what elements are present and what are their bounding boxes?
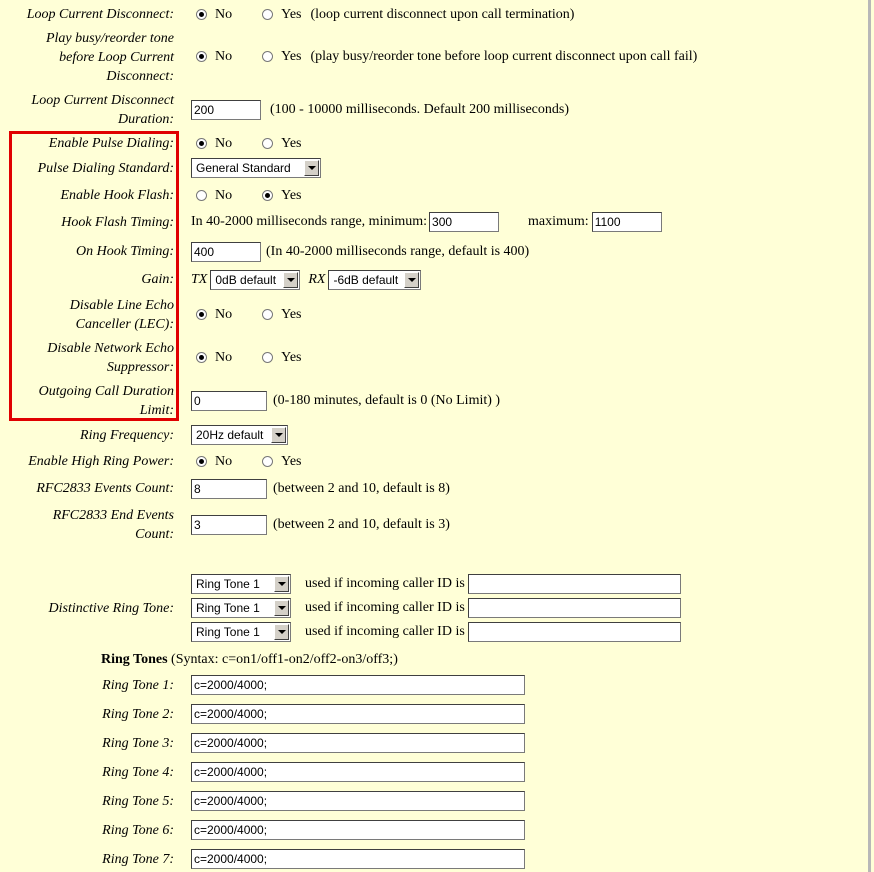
loop-duration-control [191, 99, 569, 120]
hook-flash-no[interactable]: No [196, 188, 232, 204]
high-ring-label: Enable High Ring Power: [28, 454, 174, 469]
ring-tone-input[interactable] [191, 762, 525, 782]
radio-selected-icon[interactable] [196, 456, 207, 467]
ring-tone-label: Ring Tone 3: [102, 736, 174, 751]
pulse-standard-select[interactable]: General Standard [191, 158, 321, 178]
chevron-down-icon[interactable] [271, 427, 286, 443]
ring-tone-row [191, 733, 525, 753]
hook-flash-timing-label: Hook Flash Timing: [61, 215, 174, 230]
high-ring-yes[interactable]: Yes [262, 454, 301, 470]
chevron-down-icon[interactable] [283, 272, 298, 288]
pulse-standard-control [191, 158, 321, 178]
chevron-down-icon[interactable] [404, 272, 419, 288]
gain-rx-label: RX [308, 271, 326, 287]
loop-disconnect-no[interactable]: No [196, 7, 232, 23]
nes-yes[interactable]: Yes [262, 350, 301, 366]
distinctive-text: used if incoming caller ID is [305, 624, 465, 639]
radio-selected-icon[interactable] [262, 190, 273, 201]
lec-no[interactable]: No [196, 307, 232, 323]
distinctive-tone-select[interactable]: Ring Tone 1 [191, 598, 291, 618]
rfc-end-control [191, 514, 450, 535]
ring-frequency-control [191, 425, 288, 445]
ring-tone-row [191, 849, 525, 869]
busy-tone-note: (play busy/reorder tone before loop current disconnect upon call fail) [310, 48, 698, 64]
rfc-end-input[interactable] [191, 515, 267, 535]
radio-icon[interactable] [262, 9, 273, 20]
ring-tone-label: Ring Tone 1: [102, 678, 174, 693]
radio-icon[interactable] [262, 352, 273, 363]
ring-tone-row [191, 675, 525, 695]
distinctive-caller-input[interactable] [468, 574, 681, 594]
on-hook-input[interactable] [191, 242, 261, 262]
nes-control [191, 348, 302, 367]
gain-tx-select[interactable]: 0dB default [210, 270, 300, 290]
gain-control [191, 269, 421, 290]
distinctive-caller-input[interactable] [468, 598, 681, 618]
distinctive-tone-select[interactable]: Ring Tone 1 [191, 622, 291, 642]
chevron-down-icon[interactable] [274, 600, 289, 616]
radio-icon[interactable] [262, 138, 273, 149]
gain-rx-select[interactable]: -6dB default [328, 270, 421, 290]
rfc-events-note: (between 2 and 10, default is 8) [273, 480, 450, 496]
ring-tones-header [101, 650, 398, 669]
loop-duration-note: (100 - 10000 milliseconds. Default 200 milliseconds) [270, 101, 570, 117]
pulse-dialing-no[interactable]: No [196, 136, 232, 152]
radio-icon[interactable] [196, 190, 207, 201]
loop-disconnect-label: Loop Current Disconnect: [26, 7, 174, 22]
distinctive-text: used if incoming caller ID is [305, 576, 465, 591]
gain-label: Gain: [141, 272, 174, 287]
pulse-dialing-label: Enable Pulse Dialing: [48, 136, 174, 151]
ring-tone-label: Ring Tone 6: [102, 823, 174, 838]
ring-tone-input[interactable] [191, 675, 525, 695]
ring-tone-input[interactable] [191, 704, 525, 724]
on-hook-note: (In 40-2000 milliseconds range, default is 400) [266, 243, 530, 259]
rfc-end-note: (between 2 and 10, default is 3) [273, 516, 450, 532]
pulse-dialing-control [191, 134, 302, 153]
gain-tx-label: TX [191, 271, 208, 287]
loop-disconnect-control [191, 5, 574, 24]
high-ring-control [191, 452, 302, 471]
chevron-down-icon[interactable] [304, 160, 319, 176]
radio-selected-icon[interactable] [196, 51, 207, 62]
loop-disconnect-note: (loop current disconnect upon call termination) [310, 6, 575, 22]
lec-yes[interactable]: Yes [262, 307, 301, 323]
rfc-events-input[interactable] [191, 479, 267, 499]
call-limit-control [191, 390, 500, 411]
distinctive-row [191, 598, 681, 618]
distinctive-row [191, 622, 681, 642]
ring-tone-row [191, 762, 525, 782]
radio-selected-icon[interactable] [196, 9, 207, 20]
ring-tone-row [191, 704, 525, 724]
ring-tone-input[interactable] [191, 791, 525, 811]
ring-tone-row [191, 820, 525, 840]
ring-tone-label: Ring Tone 4: [102, 765, 174, 780]
ring-tone-label: Ring Tone 5: [102, 794, 174, 809]
hook-flash-max-input[interactable] [592, 212, 662, 232]
distinctive-caller-input[interactable] [468, 622, 681, 642]
ring-tones-heading: Ring Tones [101, 652, 168, 667]
radio-icon[interactable] [262, 51, 273, 62]
busy-tone-yes[interactable]: Yes [262, 49, 301, 65]
busy-tone-no[interactable]: No [196, 49, 232, 65]
on-hook-control [191, 241, 529, 262]
lec-label: Disable Line Echo Canceller (LEC): [69, 298, 174, 332]
nes-label: Disable Network Echo Suppressor: [47, 341, 174, 375]
ring-tones-syntax: (Syntax: c=on1/off1-on2/off2-on3/off3;) [171, 652, 398, 667]
radio-icon[interactable] [262, 456, 273, 467]
ring-tone-label: Ring Tone 7: [102, 852, 174, 867]
distinctive-tone-select[interactable]: Ring Tone 1 [191, 574, 291, 594]
busy-tone-label: Play busy/reorder tone before Loop Current Disconnect: [45, 31, 174, 84]
call-limit-note: (0-180 minutes, default is 0 (No Limit) ) [273, 392, 501, 408]
lec-control [191, 305, 302, 324]
pulse-dialing-yes[interactable]: Yes [262, 136, 301, 152]
distinctive-text: used if incoming caller ID is [305, 600, 465, 615]
chevron-down-icon[interactable] [274, 624, 289, 640]
hook-flash-min-input[interactable] [429, 212, 499, 232]
distinctive-row [191, 574, 681, 594]
hook-flash-timing-control [191, 211, 662, 232]
ring-tone-input[interactable] [191, 733, 525, 753]
radio-selected-icon[interactable] [196, 352, 207, 363]
radio-icon[interactable] [262, 309, 273, 320]
ring-frequency-label: Ring Frequency: [80, 428, 174, 443]
hook-flash-timing-text: In 40-2000 milliseconds range, minimum: [191, 213, 428, 229]
call-limit-input[interactable] [191, 391, 267, 411]
rfc-events-control [191, 478, 450, 499]
busy-tone-control [191, 47, 697, 66]
chevron-down-icon[interactable] [274, 576, 289, 592]
rfc-end-label: RFC2833 End Events Count: [52, 508, 174, 542]
rfc-events-label: RFC2833 Events Count: [36, 481, 174, 496]
ring-tone-input[interactable] [191, 820, 525, 840]
high-ring-no[interactable]: No [196, 454, 232, 470]
ring-tone-label: Ring Tone 2: [102, 707, 174, 722]
ring-frequency-select[interactable]: 20Hz default [191, 425, 288, 445]
hook-flash-max-label: maximum: [528, 213, 589, 229]
nes-no[interactable]: No [196, 350, 232, 366]
hook-flash-yes[interactable]: Yes [262, 188, 301, 204]
pulse-standard-label: Pulse Dialing Standard: [37, 161, 174, 176]
hook-flash-label: Enable Hook Flash: [60, 188, 174, 203]
loop-disconnect-yes[interactable]: Yes [262, 7, 301, 23]
loop-duration-input[interactable] [191, 100, 261, 120]
ring-tone-row [191, 791, 525, 811]
distinctive-label: Distinctive Ring Tone: [48, 601, 174, 616]
hook-flash-control [191, 186, 302, 205]
call-limit-label: Outgoing Call Duration Limit: [38, 384, 174, 418]
ring-tone-input[interactable] [191, 849, 525, 869]
on-hook-label: On Hook Timing: [76, 244, 174, 259]
loop-duration-label: Loop Current Disconnect Duration: [31, 93, 174, 127]
radio-selected-icon[interactable] [196, 138, 207, 149]
radio-selected-icon[interactable] [196, 309, 207, 320]
